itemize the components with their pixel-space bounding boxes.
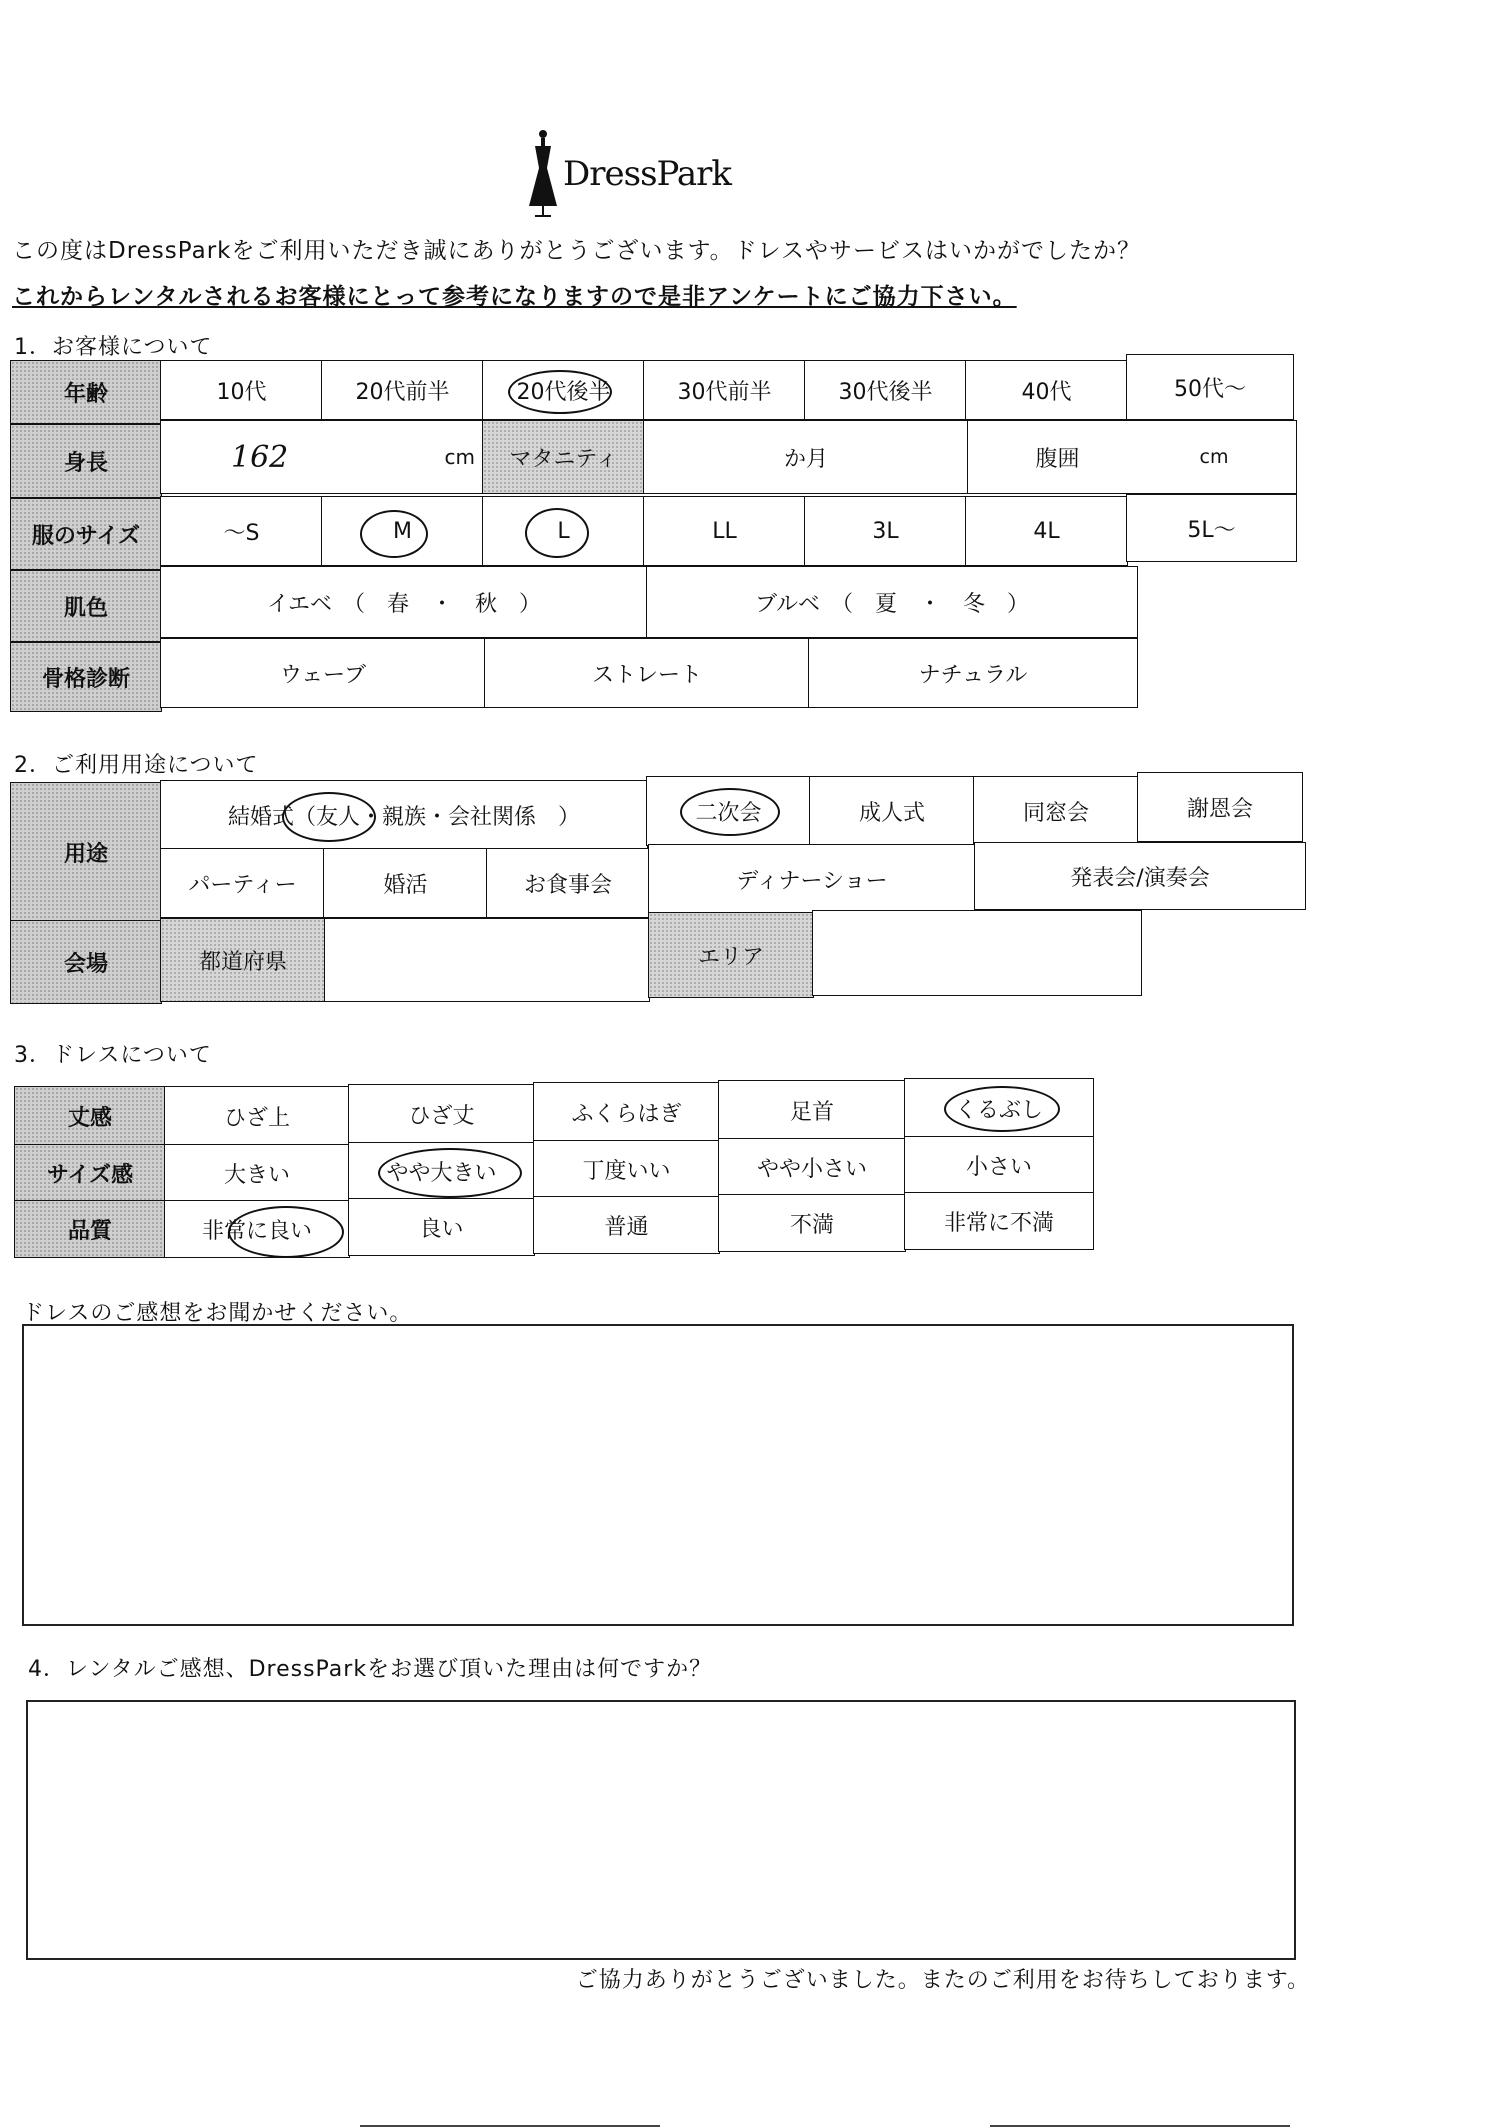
frame-option[interactable]: ナチュラル [808,638,1138,708]
size-option-selected[interactable]: L [482,496,645,566]
prefecture-field[interactable] [324,918,650,1002]
size-option[interactable]: 5L～ [1126,494,1297,562]
maternity-months-field[interactable] [643,420,969,494]
area-field[interactable] [812,910,1142,996]
intro-line-2: これからレンタルされるお客様にとって参考になりますので是非アンケートにご協力下さい。 [12,284,1017,310]
skin-blue-option[interactable]: ブルベ （ 夏 ・ 冬 ） [646,566,1138,638]
fit-option[interactable]: 丁度いい [533,1140,720,1198]
purpose-option[interactable]: お食事会 [486,848,650,918]
quality-label: 品質 [14,1200,166,1258]
skin-label: 肌色 [10,570,162,642]
length-option[interactable]: 足首 [718,1080,906,1140]
age-option-selected[interactable]: 20代後半 [482,360,645,420]
closing-message: ご協力ありがとうございました。またのご利用をお待ちしております。 [575,1968,1310,1993]
purpose-option[interactable]: ディナーショー [648,844,976,914]
height-label: 身長 [10,424,162,498]
section1-title: 1．お客様について [14,335,213,360]
frame-option[interactable]: ウェーブ [160,638,486,708]
length-option-selected[interactable]: くるぶし [904,1078,1094,1138]
months-unit: か月 [783,446,828,472]
purpose-option[interactable]: 成人式 [809,776,975,846]
age-option[interactable]: 20代前半 [321,360,484,420]
fit-option[interactable]: 小さい [904,1136,1094,1194]
rental-comment-box[interactable] [26,1700,1296,1960]
section3-title: 3．ドレスについて [14,1043,212,1068]
purpose-option[interactable]: パーティー [160,848,325,918]
purpose-option[interactable]: 婚活 [323,848,488,918]
purpose-label: 用途 [10,782,162,922]
height-unit: cm [444,445,475,469]
age-option[interactable]: 30代前半 [643,360,806,420]
size-option[interactable]: 4L [965,496,1128,566]
fit-option[interactable]: やや小さい [718,1138,906,1196]
age-option[interactable]: 10代 [160,360,323,420]
prefecture-label: 都道府県 [160,918,326,1002]
age-option[interactable]: 50代～ [1126,354,1294,420]
quality-option-selected[interactable]: 非常に良い [164,1200,350,1258]
frame-option[interactable]: ストレート [484,638,810,708]
quality-option[interactable]: 不満 [718,1194,906,1252]
section4-title: 4．レンタルご感想、DressParkをお選び頂いた理由は何ですか？ [28,1657,713,1682]
frame-label: 骨格診断 [10,642,162,712]
height-field[interactable] [160,420,484,494]
maternity-label: マタニティ [482,420,645,494]
dresspark-logo [525,128,765,218]
fit-label: サイズ感 [14,1144,166,1202]
size-option[interactable]: ～S [160,496,323,566]
venue-label: 会場 [10,920,162,1004]
waist-unit: cm [1199,446,1229,468]
size-option[interactable]: 3L [804,496,967,566]
age-option[interactable]: 40代 [965,360,1128,420]
size-label: 服のサイズ [10,498,162,570]
height-value: 162 [231,439,289,475]
wedding-option[interactable]: 結婚式（友人・親族・会社関係 ） [160,780,648,850]
waist-field[interactable] [967,420,1297,494]
quality-option[interactable]: 非常に不満 [904,1192,1094,1250]
purpose-option[interactable]: 発表会/演奏会 [974,842,1306,910]
skin-yellow-option[interactable]: イエベ （ 春 ・ 秋 ） [160,566,648,638]
dress-silhouette-icon [525,128,561,218]
area-label: エリア [648,912,814,998]
purpose-option[interactable]: 同窓会 [973,776,1139,846]
purpose-option[interactable]: 謝恩会 [1137,772,1303,842]
quality-option[interactable]: 普通 [533,1196,720,1254]
quality-option[interactable]: 良い [348,1198,535,1256]
size-option[interactable]: LL [643,496,806,566]
logo-text: DressPark [563,154,732,194]
dress-comment-box[interactable] [22,1324,1294,1626]
waist-label: 腹囲 [1035,446,1080,472]
length-label: 丈感 [14,1086,166,1146]
intro-line-1: この度はDressParkをご利用いただき誠にありがとうございます。ドレスやサービスはいかがでしたか？ [12,238,1141,264]
age-label: 年齢 [10,360,162,424]
size-option-selected[interactable]: M [321,496,484,566]
purpose-option-selected[interactable]: 二次会 [646,776,811,846]
length-option[interactable]: ふくらはぎ [533,1082,720,1142]
section2-title: 2．ご利用用途について [14,753,259,778]
age-option[interactable]: 30代後半 [804,360,967,420]
dress-comment-prompt: ドレスのご感想をお聞かせください。 [22,1301,413,1326]
length-option[interactable]: ひざ上 [164,1086,350,1146]
length-option[interactable]: ひざ丈 [348,1084,535,1144]
fit-option[interactable]: 大きい [164,1144,350,1202]
fit-option-selected[interactable]: やや大きい [348,1142,535,1200]
